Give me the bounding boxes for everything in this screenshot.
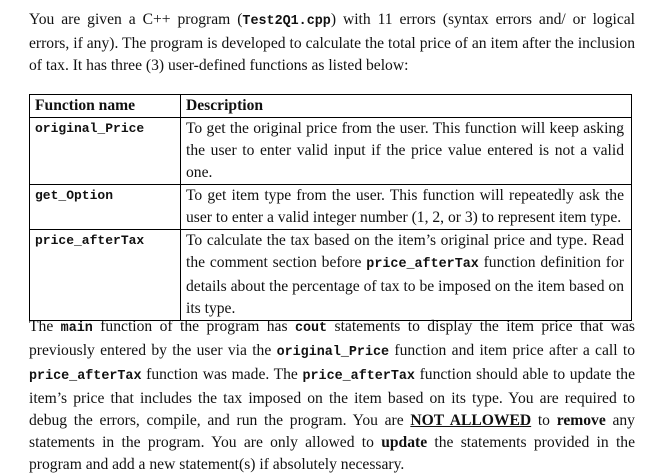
table-row xyxy=(30,230,632,321)
table-row xyxy=(30,118,632,185)
outro-paragraph xyxy=(29,316,635,476)
outro-text: to xyxy=(531,412,557,429)
code-cout: cout xyxy=(294,321,328,336)
outro-text: statements to display the item price that was previously entered by the user via the xyxy=(29,318,635,359)
remove-emphasis: remove xyxy=(556,412,606,429)
function-name-cell: original_Price xyxy=(30,118,181,185)
header-function-name: Function name xyxy=(30,95,181,118)
outro-text: any statements in the program. You are only allowed to xyxy=(29,412,635,451)
desc-text-a: To calculate the tax based on the item’s original price and type. Read the comment section before xyxy=(186,232,624,271)
intro-paragraph xyxy=(29,9,635,77)
function-name-cell: get_Option xyxy=(30,185,181,230)
functions-table xyxy=(29,94,632,321)
table-row xyxy=(30,185,632,230)
not-allowed-emphasis: NOT ALLOWED xyxy=(410,412,532,429)
desc-code: price_afterTax xyxy=(366,257,479,272)
code-price-aftertax: price_afterTax xyxy=(29,369,142,384)
intro-text-1: You are given a C++ program ( xyxy=(29,11,243,28)
update-emphasis: update xyxy=(381,434,428,451)
code-price-aftertax: price_afterTax xyxy=(302,369,415,384)
outro-text: function was made. The xyxy=(141,366,303,383)
outro-text: function should able to update the item’s price that includes the tax imposed on the item based on its type. You are required to debug the errors, compile, and run the program. You are xyxy=(29,366,635,429)
function-desc-cell: To get item type from the user. This function will repeatedly ask the user to enter a valid integer number (1, 2, or 3) to represent item type. xyxy=(181,185,632,230)
outro-text: the statements provided in the program and add a new statement(s) if absolutely necessary. xyxy=(29,434,635,473)
code-original-price: original_Price xyxy=(276,345,390,360)
function-desc-cell xyxy=(181,230,632,321)
function-name-cell: price_afterTax xyxy=(30,230,181,321)
intro-text-2: ) with 11 errors (syntax errors and/ or logical errors, if any). The program is developed to calculate the total price of an item after the inclusion of tax. It has three (3) user-defined functions as listed below: xyxy=(29,11,636,74)
table-header-row xyxy=(30,95,632,118)
code-main: main xyxy=(60,321,93,336)
function-desc-cell: To get the original price from the user. This function will keep asking the user to enter valid input if the price value entered is not a valid one. xyxy=(181,118,632,185)
desc-text-b: function definition for details about the percentage of tax to be imposed on the item based on its type. xyxy=(186,254,624,317)
outro-text: The xyxy=(29,318,61,335)
filename-code: Test2Q1.cpp xyxy=(242,14,331,29)
header-description: Description xyxy=(181,95,632,118)
outro-text: function of the program has xyxy=(92,318,295,335)
outro-text: function and item price after a call to xyxy=(389,342,635,359)
